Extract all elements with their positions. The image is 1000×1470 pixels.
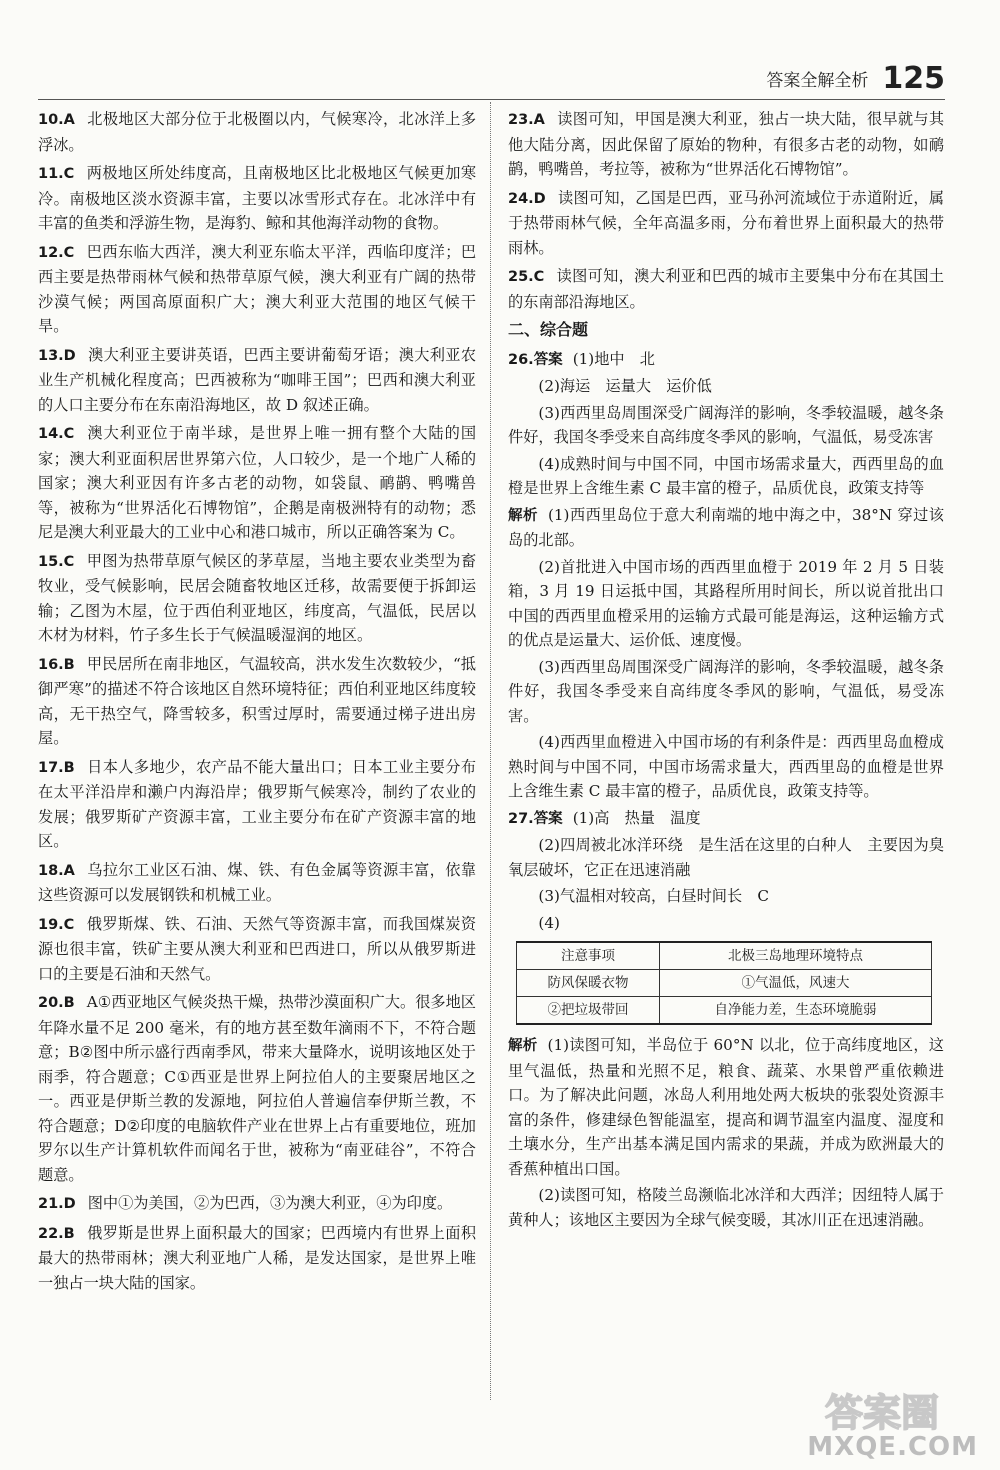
item-number: 19.C	[38, 916, 75, 933]
item-text: 日本人多地少，农产品不能大量出口；日本工业主要分布在太平洋沿岸和濑户内海沿岸；俄罗斯气候寒冷，制约了农业的发展；俄罗斯矿产资源丰富，工业主要分布在矿产资源丰富的地区。	[38, 757, 476, 850]
page-number: 125	[882, 60, 945, 96]
table-header-cell: 注意事项	[517, 942, 660, 970]
analysis-line	[508, 1033, 944, 1181]
item-text: 甲民居所在南非地区，气温较高，洪水发生次数较少，“抵御严寒”的描述不符合该地区自然环境特征；西伯利亚地区纬度较高，无干热空气，降雪较多，积雪过厚时，需要通过梯子进出房屋。	[38, 654, 476, 747]
item-text: 巴西东临大西洋，澳大利亚东临太平洋，西临印度洋；巴西主要是热带雨林气候和热带草原气候，澳大利亚有广阔的热带沙漠气候；两国高原面积广大；澳大利亚大范围的地区气候干旱。	[38, 242, 476, 335]
right-column	[508, 107, 944, 1234]
item-number: 16.B	[38, 656, 75, 673]
answer-paragraph: (2)四周被北冰洋环绕 是生活在这里的白种人 主要因为臭氧层破坏，它正在迅速消融	[508, 836, 944, 879]
answer-line	[508, 806, 944, 832]
answer-item	[508, 186, 944, 261]
item-text: A①西亚地区气候炎热干燥，热带沙漠面积广大。很多地区年降水量不足 200 毫米，有的地方甚至数年滴雨不下，不符合题意；B②图中所示盛行西南季风，带来大量降水，说明该地区处于雨季，符合题意；C①西亚是世界上阿拉伯人的主要聚居地区之一。西亚是伊斯兰教的发源地，阿拉伯人普遍信奉伊斯兰教，不符合题意；D②印度的电脑软件产业在世界上占有重要地位，班加罗尔以生产计算机软件而闻名于世，被称为“南亚硅谷”，不符合题意。	[38, 993, 476, 1184]
item-number: 12.C	[38, 244, 75, 261]
watermark-logo-icon	[782, 1390, 982, 1434]
table-cell: ①气温低，风速大	[660, 970, 932, 997]
answer-item	[38, 421, 476, 545]
answer-item	[508, 264, 944, 314]
answer-item	[38, 107, 476, 157]
item-text: 读图可知，澳大利亚和巴西的城市主要集中分布在其国土的东南部沿海地区。	[508, 267, 944, 311]
item-text: 俄罗斯是世界上面积最大的国家；巴西境内有世界上面积最大的热带雨林；澳大利亚地广人稀，是发达国家，是世界上唯一独占一块大陆的国家。	[38, 1223, 476, 1292]
analysis-line	[508, 503, 944, 553]
answer-item	[38, 755, 476, 854]
table-row	[517, 970, 932, 997]
item-number: 14.C	[38, 426, 75, 442]
section-heading: 二、综合题	[508, 320, 589, 339]
column-divider	[490, 102, 491, 1400]
answer-item	[38, 912, 476, 987]
answer-item	[38, 549, 476, 648]
answer-label: 答案	[533, 351, 563, 368]
answer-paragraph: (4)	[538, 913, 560, 932]
analysis-text: (1)读图可知，半岛位于 60°N 以北，位于高纬度地区，这里气温低，热量和光照不足，粮食、蔬菜、水果曾严重依赖进口。为了解决此问题，冰岛人利用地处两大板块的张裂处资源丰富的条件，修建绿色智能温室，提高和调节温室内温度、湿度和土壤水分，生产出基本满足国内需求的果蔬，并成为欧洲最大的香蕉种植出口国。	[508, 1036, 944, 1178]
answer-item	[38, 858, 476, 908]
item-text: 澳大利亚主要讲英语，巴西主要讲葡萄牙语；澳大利亚农业生产机械化程度高；巴西被称为“咖啡王国”；巴西和澳大利亚的人口主要分布在东南沿海地区，故 D 叙述正确。	[38, 345, 476, 414]
analysis-label: 解析	[508, 507, 538, 524]
table-cell: ②把垃圾带回	[517, 997, 660, 1025]
answer-item	[38, 652, 476, 751]
item-text: 图中①为美国，②为巴西，③为澳大利亚，④为印度。	[87, 1194, 453, 1212]
answer-paragraph: (3)西西里岛周围深受广阔海洋的影响，冬季较温暖，越冬条件好，我国冬季受来自高纬度冬季风的影响，气温低，易受冻害	[508, 403, 944, 446]
item-number: 22.B	[38, 1225, 75, 1242]
answer-text: (1)高 热量 温度	[572, 808, 701, 827]
left-column	[38, 107, 476, 1299]
item-text: 甲图为热带草原气候区的茅草屋，当地主要农业类型为畜牧业，受气候影响，民居会随畜牧地区迁移，故需要便于拆卸运输；乙图为木屋，位于西伯利亚地区，纬度高，气温低，民居以木材为材料，竹子多生长于气候温暖湿润的地区。	[38, 551, 476, 644]
item-number: 24.D	[508, 190, 546, 207]
answer-text: (1)地中 北	[572, 349, 655, 368]
item-number: 26.	[508, 351, 534, 368]
watermark-text: MXQE.COM	[807, 1432, 978, 1462]
item-number: 13.D	[38, 347, 76, 364]
analysis-paragraph: (3)西西里岛周围深受广阔海洋的影响，冬季较温暖，越冬条件好，我国冬季受来自高纬度冬季风的影响，气温低，易受冻害。	[508, 657, 944, 725]
answer-item	[38, 1191, 476, 1217]
watermark	[777, 1390, 982, 1462]
item-number: 18.A	[38, 862, 75, 879]
analysis-paragraph: (2)读图可知，格陵兰岛濒临北冰洋和大西洋；因纽特人属于黄种人；该地区主要因为全球气候变暖，其冰川正在迅速消融。	[508, 1186, 944, 1229]
item-text: 北极地区大部分位于北极圈以内，气候寒冷，北冰洋上多浮冰。	[38, 110, 476, 154]
answer-item	[38, 240, 476, 339]
item-text: 俄罗斯煤、铁、石油、天然气等资源丰富，而我国煤炭资源也很丰富，铁矿主要从澳大利亚和巴西进口，所以从俄罗斯进口的主要是石油和天然气。	[38, 914, 476, 983]
answer-paragraph: (4)成熟时间与中国不同，中国市场需求量大，西西里岛的血橙是世界上含维生素 C 最丰富的橙子，品质优良，政策支持等	[508, 454, 944, 497]
item-text: 读图可知，乙国是巴西，亚马孙河流域位于赤道附近，属于热带雨林气候，全年高温多雨，分布着世界上面积最大的热带雨林。	[508, 188, 944, 257]
analysis-text: (1)西西里岛位于意大利南端的地中海之中，38°N 穿过该岛的北部。	[508, 505, 944, 549]
answer-item	[508, 107, 944, 182]
table-cell: 防风保暖衣物	[517, 970, 660, 997]
item-text: 两极地区所处纬度高，且南极地区比北极地区气候更加寒冷。南极地区淡水资源丰富，主要以冰雪形式存在。北冰洋中有丰富的鱼类和浮游生物，是海豹、鲸和其他海洋动物的食物。	[38, 164, 476, 232]
table-row	[517, 997, 932, 1025]
answer-paragraph: (3)气温相对较高，白昼时间长 C	[538, 887, 769, 905]
item-number: 11.C	[38, 166, 75, 182]
item-number: 17.B	[38, 759, 75, 776]
item-text: 读图可知，甲国是澳大利亚，独占一块大陆，很早就与其他大陆分离，因此保留了原始的物种，有很多古老的动物，如鸸鹋，鸭嘴兽，考拉等，被称为“世界活化石博物馆”。	[508, 110, 944, 178]
item-text: 澳大利亚位于南半球，是世界上唯一拥有整个大陆的国家；澳大利亚面积居世界第六位，人口较少，是一个地广人稀的国家；澳大利亚因有许多古老的动物，如袋鼠、鸸鹋、鸭嘴兽等，被称为“世界活化石博物馆”，企鹅是南极洲特有的动物；悉尼是澳大利亚最大的工业中心和港口城市，所以正确答案为 C。	[38, 424, 476, 541]
item-number: 23.A	[508, 112, 545, 128]
answer-label: 答案	[533, 810, 563, 827]
item-number: 27.	[508, 810, 534, 827]
answer-item	[38, 343, 476, 418]
item-number: 21.D	[38, 1196, 76, 1212]
item-number: 25.C	[508, 269, 545, 285]
analysis-paragraph: (4)西西里血橙进入中国市场的有利条件是：西西里岛血橙成熟时间与中国不同，中国市场需求量大，西西里岛的血橙是世界上含维生素 C 最丰富的橙子，品质优良，政策支持等。	[508, 733, 944, 800]
answer-line	[508, 347, 944, 373]
table-header-row	[517, 942, 932, 970]
item-text: 乌拉尔工业区石油、煤、铁、有色金属等资源丰富，依靠这些资源可以发展钢铁和机械工业。	[38, 860, 476, 904]
table-header-cell: 北极三岛地理环境特点	[660, 942, 932, 970]
item-number: 20.B	[38, 995, 75, 1011]
answer-item	[38, 1221, 476, 1296]
answer-item	[38, 990, 476, 1187]
header-label: 答案全解全析	[766, 70, 869, 91]
svg-text:答案圈: 答案圈	[824, 1391, 940, 1434]
item-number: 15.C	[38, 553, 75, 570]
item-number: 10.A	[38, 112, 75, 128]
page-header	[766, 58, 945, 98]
answer-paragraph: (2)海运 运量大 运价低	[538, 377, 712, 395]
table-cell: 自净能力差，生态环境脆弱	[660, 997, 932, 1025]
environment-table	[516, 941, 932, 1025]
header-rule	[38, 99, 945, 100]
analysis-paragraph: (2)首批进入中国市场的西西里血橙于 2019 年 2 月 5 日装箱，3 月 19 日运抵中国，其路程所用时间长，所以说首批出口中国的西西里血橙采用的运输方式最可能是海运，这种运输方式的优点是运量大、运价低、速度慢。	[508, 557, 944, 649]
analysis-label: 解析	[508, 1038, 538, 1054]
answer-item	[38, 161, 476, 236]
